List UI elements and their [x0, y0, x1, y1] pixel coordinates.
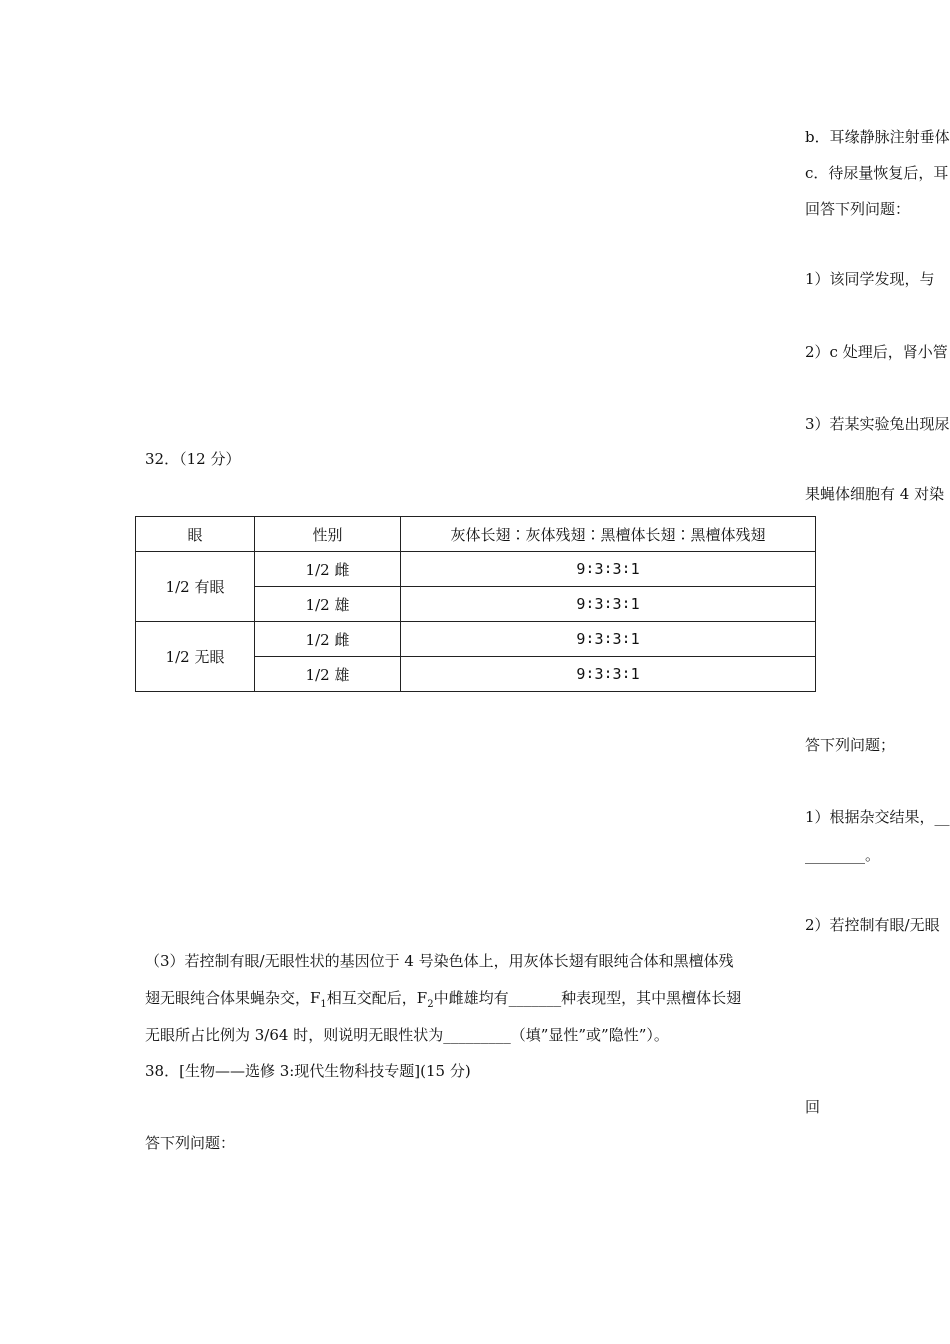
table-row	[136, 552, 816, 587]
ratio-cell: 9∶3∶3∶1	[401, 657, 816, 692]
ratio-cell: 9∶3∶3∶1	[401, 622, 816, 657]
question-1-text: 1）该同学发现，与	[805, 270, 935, 288]
sex-cell: 1/2 雄	[255, 657, 401, 692]
sex-cell: 1/2 雌	[255, 622, 401, 657]
header-sex: 性别	[255, 517, 401, 552]
cross-result-table	[135, 516, 816, 692]
part-3-line-3: 无眼所占比例为 3/64 时，则说明无眼性状为_________（填”显性”或”隐性”）。	[145, 1026, 669, 1044]
eye-group-cell: 1/2 无眼	[136, 622, 255, 692]
part-3-line-1: （3）若控制有眼/无眼性状的基因位于 4 号染色体上，用灰体长翅有眼纯合体和黑檀体残	[145, 952, 734, 970]
answer-prompt-text: 回答下列问题：	[805, 200, 911, 218]
question-32-1-continuation: ________。	[805, 846, 881, 864]
question-3-text: 3）若某实验兔出现尿	[805, 415, 950, 433]
sex-cell: 1/2 雄	[255, 587, 401, 622]
question-38-header: 38．[生物——选修 3:现代生物科技专题](15 分)	[145, 1062, 471, 1080]
question-32-2-text: 2）若控制有眼/无眼	[805, 916, 940, 934]
question-2-text: 2）c 处理后，肾小管	[805, 343, 948, 361]
option-c-text: c．待尿量恢复后，耳	[805, 164, 949, 182]
hui-text: 回	[805, 1098, 821, 1116]
header-eye: 眼	[136, 517, 255, 552]
table-header-row	[136, 517, 816, 552]
eye-group-cell: 1/2 有眼	[136, 552, 255, 622]
question-32-header: 32．（12 分）	[145, 450, 241, 468]
question-38-answer-prompt: 答下列问题：	[145, 1134, 236, 1152]
ratio-cell: 9∶3∶3∶1	[401, 552, 816, 587]
fruitfly-intro-text: 果蝇体细胞有 4 对染	[805, 485, 945, 503]
question-32-1-text: 1）根据杂交结果，__	[805, 808, 950, 826]
header-ratio: 灰体长翅∶灰体残翅∶黑檀体长翅∶黑檀体残翅	[401, 517, 816, 552]
ratio-cell: 9∶3∶3∶1	[401, 587, 816, 622]
table-row	[136, 622, 816, 657]
option-b-text: b．耳缘静脉注射垂体	[805, 128, 950, 146]
answer-prompt-text-2: 答下列问题；	[805, 736, 896, 754]
part-3-line-2: 翅无眼纯合体果蝇杂交，$F_1$相互交配后，$F_2$中雌雄均有_______种表现型，其中黑檀体长翅	[145, 989, 742, 1010]
sex-cell: 1/2 雌	[255, 552, 401, 587]
